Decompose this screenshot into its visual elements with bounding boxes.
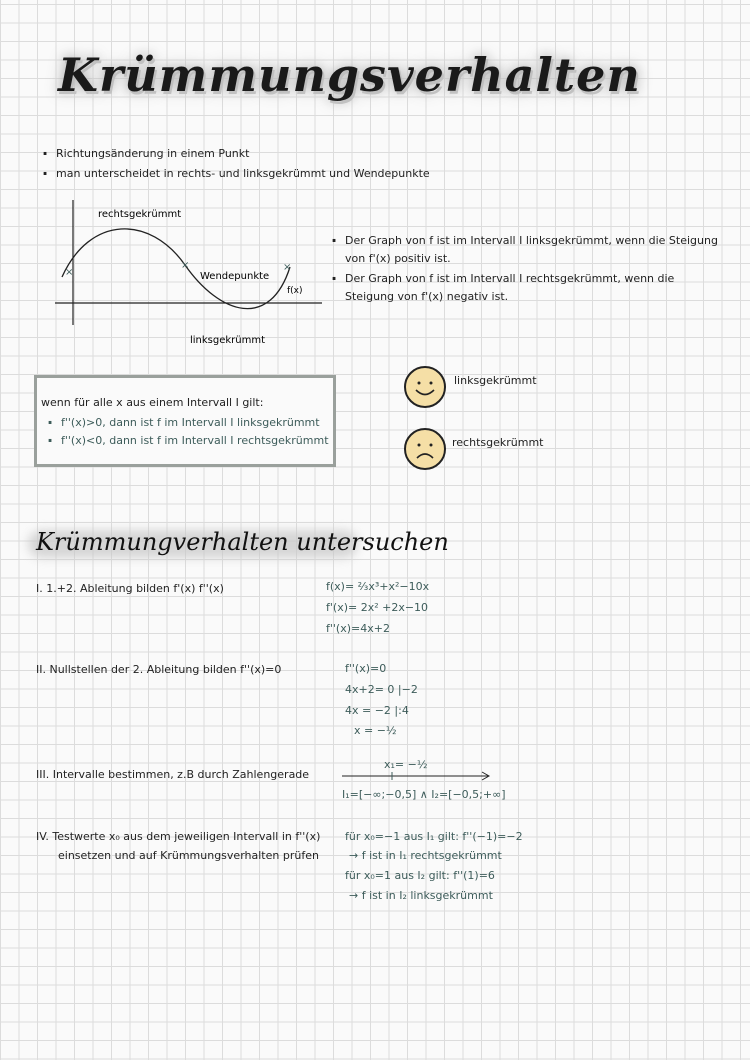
step-3-label: III. Intervalle bestimmen, z.B durch Zahlengerade <box>36 768 310 781</box>
step-4-work-3: für x₀=1 aus I₂ gilt: f''(1)=6 <box>345 869 495 882</box>
step-3-work-1: x₁= −½ <box>384 758 428 771</box>
step-4-work-1: für x₀=−1 aus I₁ gilt: f''(−1)=−2 <box>345 830 523 843</box>
step-3-work-2: I₁=[−∞;−0,5] ∧ I₂=[−0,5;+∞] <box>342 788 506 801</box>
explanation-line-4: Steigung von f'(x) negativ ist. <box>345 290 509 303</box>
graph-label-left-curved: linksgekrümmt <box>190 335 266 346</box>
graph-mark-1: × <box>65 267 74 278</box>
number-line <box>342 770 494 782</box>
step-2-work-1: f''(x)=0 <box>345 662 387 675</box>
step-2-work-3: 4x = −2 |:4 <box>345 704 409 717</box>
intro-bullet-2: · man unterscheidet in rechts- und linksgekrümmt und Wendepunkte <box>56 167 430 180</box>
page-title: Krümmungsverhalten <box>58 48 641 102</box>
step-1-work-1: f(x)= ⅔x³+x²−10x <box>326 580 430 593</box>
rule-box-rule-2: · f''(x)<0, dann ist f im Intervall I rechtsgekrümmt <box>61 434 329 447</box>
graph-label-inflection: Wendepunkte <box>200 271 270 282</box>
graph-mark-2: × <box>181 260 190 271</box>
graph-mark-3: × <box>283 262 292 273</box>
intro-bullet-1: · Richtungsänderung in einem Punkt <box>56 147 249 160</box>
step-1-work-3: f''(x)=4x+2 <box>326 622 390 635</box>
graph-label-right-curved: rechtsgekrümmt <box>98 209 182 220</box>
rule-box <box>34 375 336 467</box>
step-4-label-1: IV. Testwerte x₀ aus dem jeweiligen Intervall in f''(x) <box>36 830 321 843</box>
section-subtitle: Krümmungverhalten untersuchen <box>36 528 449 556</box>
step-4-work-2: → f ist in I₁ rechtsgekrümmt <box>349 849 502 862</box>
explanation-line-2: von f'(x) positiv ist. <box>345 252 451 265</box>
happy-face-icon <box>404 366 446 408</box>
happy-face-label: linksgekrümmt <box>454 374 537 387</box>
step-1-work-2: f'(x)= 2x² +2x−10 <box>326 601 429 614</box>
sad-face-icon <box>404 428 446 470</box>
step-4-work-4: → f ist in I₂ linksgekrümmt <box>349 889 493 902</box>
step-2-work-2: 4x+2= 0 |−2 <box>345 683 418 696</box>
step-2-label: II. Nullstellen der 2. Ableitung bilden f''(x)=0 <box>36 663 282 676</box>
rule-box-intro: wenn für alle x aus einem Intervall I gilt: <box>41 396 264 409</box>
step-2-work-4: x = −½ <box>354 724 397 737</box>
explanation-line-3: · Der Graph von f ist im Intervall I rechtsgekrümmt, wenn die <box>345 272 674 285</box>
graph-label-function: f(x) <box>287 286 303 296</box>
rule-box-rule-1: · f''(x)>0, dann ist f im Intervall I linksgekrümmt <box>61 416 320 429</box>
step-1-label: I. 1.+2. Ableitung bilden f'(x) f''(x) <box>36 582 224 595</box>
explanation-line-1: · Der Graph von f ist im Intervall I linksgekrümmt, wenn die Steigung <box>345 234 718 247</box>
sad-face-label: rechtsgekrümmt <box>452 436 544 449</box>
curvature-graph <box>40 195 330 355</box>
step-4-label-2: einsetzen und auf Krümmungsverhalten prüfen <box>58 849 319 862</box>
graph-curve <box>62 229 290 309</box>
